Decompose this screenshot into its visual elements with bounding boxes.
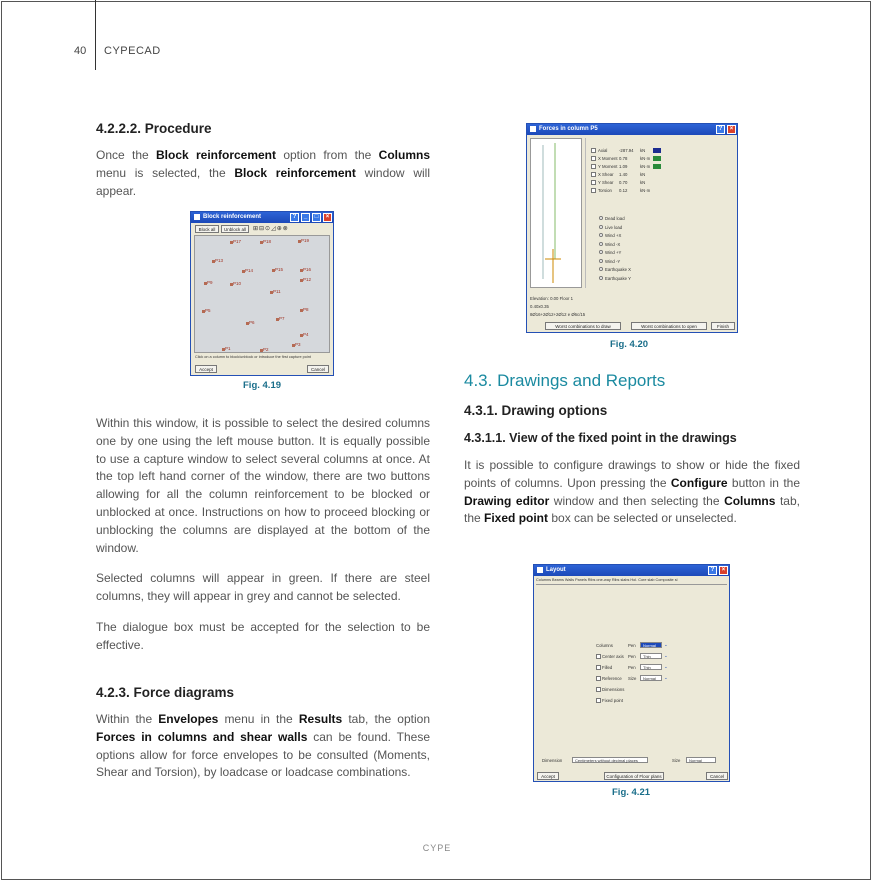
option-checkbox[interactable]	[596, 698, 601, 703]
option-label: Filled	[602, 665, 613, 670]
column-marker[interactable]: P18	[263, 239, 272, 244]
column-marker[interactable]: P12	[303, 277, 312, 282]
column-marker[interactable]: P9	[207, 280, 213, 285]
title-bar	[534, 565, 729, 576]
text-run: button in the	[727, 475, 801, 490]
running-title: CYPECAD	[104, 45, 161, 57]
force-checkbox[interactable]	[591, 148, 596, 153]
drawing-options-heading: 4.3.1. Drawing options	[464, 403, 608, 418]
divider	[585, 138, 586, 288]
text-run: option from the	[276, 148, 379, 162]
text-run: window will appear.	[96, 165, 430, 198]
option-size-label: Pen	[628, 654, 636, 659]
loadcase-radio[interactable]	[599, 276, 603, 280]
force-unit: kN·m	[640, 188, 651, 193]
bold-term: Columns	[724, 493, 776, 508]
option-size-label: Size	[628, 676, 637, 681]
footer-brand: CYPE	[422, 843, 452, 853]
option-size-label: Pen	[628, 665, 636, 670]
worst-combinations-draw-button[interactable]: Worst combinations to draw	[545, 322, 621, 330]
section-info: 0.40x0.35	[530, 304, 549, 309]
procedure-heading: 4.2.2.2. Procedure	[96, 121, 212, 136]
configure-paragraph	[464, 457, 800, 528]
force-diagrams-heading: 4.2.3. Force diagrams	[96, 685, 235, 700]
text-run: menu is selected, the	[96, 165, 235, 180]
column-marker[interactable]: P8	[303, 307, 309, 312]
force-value: 0.78	[619, 156, 628, 161]
dimension-label: Dimension	[542, 758, 563, 763]
app-icon	[530, 126, 536, 132]
bold-term: Block reinforcement	[234, 165, 356, 180]
option-label: Reference	[602, 676, 622, 681]
loadcase-radio[interactable]	[599, 259, 603, 263]
close-icon[interactable]: ×	[323, 213, 332, 222]
columns-canvas[interactable]	[194, 235, 330, 353]
force-checkbox[interactable]	[591, 156, 596, 161]
force-value: 1.40	[619, 172, 628, 177]
configuration-floor-plans-button[interactable]: Configuration of Floor plans	[604, 772, 664, 780]
chevron-down-icon[interactable]: ⌄	[664, 664, 668, 669]
dialog-title: Block reinforcement	[203, 214, 262, 220]
option-checkbox[interactable]	[596, 665, 601, 670]
force-name: X Moment	[598, 156, 618, 161]
force-checkbox[interactable]	[591, 188, 596, 193]
help-icon[interactable]: ?	[716, 125, 725, 134]
text-run: tab, the	[464, 493, 800, 526]
loadcase-label: Wind +Y	[605, 250, 622, 255]
text-run: Selected columns will appear in green. If there are steel columns, they will appear in grey and cannot be selected.	[96, 571, 430, 603]
bold-term: Columns	[378, 148, 430, 162]
force-unit: kN	[640, 148, 646, 153]
app-icon	[194, 214, 200, 220]
column-marker[interactable]: P6	[249, 320, 255, 325]
text-run: tab, the option	[342, 712, 430, 726]
force-unit: kN·m	[640, 156, 651, 161]
force-unit: kN	[640, 172, 646, 177]
text-run: Within the	[96, 712, 159, 726]
unblock-all-button[interactable]: Unblock all	[221, 225, 249, 233]
app-icon	[537, 567, 543, 573]
option-select[interactable]: Thin	[640, 653, 662, 659]
within-window-paragraph	[96, 415, 430, 557]
force-diagrams-paragraph	[96, 711, 430, 782]
bold-term: Drawing editor	[464, 493, 550, 508]
loadcase-label: Wind -Y	[605, 258, 621, 264]
finish-button[interactable]: Finish	[711, 322, 735, 330]
column-marker[interactable]: P7	[279, 316, 285, 321]
force-checkbox[interactable]	[591, 172, 596, 177]
dialog-title: Forces in column P5	[539, 126, 598, 132]
title-bar	[527, 124, 737, 135]
text-run: The dialogue box must be accepted for the selection to be effective.	[96, 620, 430, 652]
drawings-reports-heading: 4.3. Drawings and Reports	[464, 371, 666, 390]
loadcase-radio[interactable]	[599, 267, 603, 271]
option-label: Center axis	[602, 654, 624, 659]
text-run: window and then selecting the	[549, 493, 725, 508]
dialogue-accept-paragraph	[96, 619, 430, 655]
column-marker[interactable]: P15	[275, 267, 284, 272]
option-select[interactable]: Thin	[640, 664, 662, 670]
column-marker[interactable]: P19	[301, 238, 310, 243]
close-icon[interactable]: ×	[727, 125, 736, 134]
tab-divider	[536, 584, 727, 585]
force-name: Torsion	[598, 188, 612, 193]
color-swatch[interactable]	[653, 156, 661, 161]
bold-term: Envelopes	[158, 712, 219, 726]
loadcase-label: Earthquake X	[605, 267, 632, 272]
force-checkbox[interactable]	[591, 164, 596, 169]
text-run: It is possible to configure drawings to show or hide the fixed points of columns. Upon pressing the	[464, 458, 800, 490]
help-icon[interactable]: ?	[290, 213, 299, 222]
column-marker[interactable]: P11	[273, 289, 281, 294]
option-select[interactable]: Normal	[640, 675, 662, 681]
option-size-label: Pen	[628, 643, 636, 648]
force-checkbox[interactable]	[591, 180, 596, 185]
column-marker[interactable]: P13	[215, 258, 224, 263]
force-name: Axial	[598, 148, 608, 153]
maximize-icon[interactable]: □	[312, 213, 321, 222]
header-rule	[95, 0, 96, 70]
accept-button[interactable]: Accept	[537, 772, 559, 780]
block-all-button[interactable]: Block all	[195, 225, 219, 233]
text-run: can be found. These options allow for force envelopes to be consulted (Moments, Shear and Torsion), by loadcase or loadcase combinations.	[96, 729, 431, 780]
help-icon[interactable]: ?	[708, 566, 717, 575]
bold-term: Forces in columns and shear walls	[96, 729, 308, 744]
dialog-title: Layout	[546, 567, 566, 573]
elevation-info: Elevation: 0.00 Floor 1	[530, 296, 573, 301]
fig-4-21-caption: Fig. 4.21	[612, 787, 651, 798]
cancel-button[interactable]: Cancel	[706, 772, 728, 780]
loadcase-radio[interactable]	[599, 233, 603, 237]
zoom-tools-icons[interactable]: ⊞⊟⊙◿⊕⊗	[253, 226, 289, 232]
loadcase-label: Live load	[605, 224, 623, 230]
loadcase-radio[interactable]	[599, 242, 603, 246]
procedure-paragraph	[96, 147, 430, 200]
column-marker[interactable]: P4	[303, 332, 309, 337]
option-label: Fixed point	[602, 698, 624, 703]
option-checkbox[interactable]	[596, 687, 601, 692]
force-value: 0.70	[619, 180, 628, 185]
minimize-icon[interactable]: _	[301, 213, 310, 222]
fig-4-19-caption: Fig. 4.19	[243, 380, 282, 391]
force-value: 0.12	[619, 188, 628, 193]
dimension-select[interactable]: Centimeters without decimal places	[572, 757, 648, 763]
loadcase-label: Earthquake Y	[605, 275, 631, 281]
column-marker[interactable]: P1	[225, 346, 231, 351]
option-checkbox[interactable]	[596, 676, 601, 681]
force-name: Y Moment	[598, 164, 618, 169]
column-marker[interactable]: P2	[263, 347, 269, 352]
title-bar	[191, 212, 333, 223]
color-swatch[interactable]	[653, 164, 661, 169]
bold-term: Configure	[670, 475, 728, 490]
color-swatch[interactable]	[653, 148, 661, 153]
option-checkbox[interactable]	[596, 654, 601, 659]
page-number: 40	[74, 45, 87, 57]
bold-term: Block reinforcement	[156, 148, 277, 162]
loadcase-radio[interactable]	[599, 250, 603, 254]
layout-tabs[interactable]: Columns Beams Walls Panels Ribs one-way Ribs slabs Hol. Core slab Composite sl	[536, 578, 678, 582]
force-value: 1.09	[619, 164, 628, 169]
column-marker[interactable]: P10	[233, 281, 242, 286]
column-marker[interactable]: P17	[233, 239, 242, 244]
force-diagram-canvas	[530, 138, 582, 288]
loadcase-radio[interactable]	[599, 216, 603, 220]
layout-dialog	[533, 564, 730, 782]
force-name: Y Shear	[598, 180, 614, 185]
accept-button[interactable]: Accept	[195, 365, 217, 373]
loadcase-radio[interactable]	[599, 225, 603, 229]
text-run: Within this window, it is possible to select the desired columns one by one using the left mouse button. It is equally possible to use a capture window to select several columns at once. At the top left hand corner of the window, there are two buttons allowing for all the column reinforcement to be blocked or unblocked at once. Instructions on how to proceed blocking or unblocking the columns are displayed at the bottom of the window.	[96, 416, 430, 555]
option-label: Columns	[596, 643, 613, 648]
column-marker[interactable]: P3	[295, 342, 301, 347]
forces-in-column-dialog	[526, 123, 738, 333]
force-unit: kN·m	[640, 164, 651, 169]
chevron-down-icon[interactable]: ⌄	[664, 675, 668, 680]
force-diagram	[531, 139, 581, 287]
chevron-down-icon[interactable]: ⌄	[664, 653, 668, 658]
bold-term: Fixed point	[484, 511, 549, 526]
size-label: Size	[672, 758, 681, 763]
loadcase-label: Wind +X	[605, 233, 622, 238]
option-select[interactable]: Normal	[640, 642, 662, 648]
column-marker[interactable]: P5	[205, 308, 211, 313]
bold-term: Results	[298, 712, 343, 726]
column-marker[interactable]: P16	[303, 267, 312, 272]
force-value: -287.94	[619, 148, 634, 153]
block-reinforcement-dialog	[190, 211, 334, 376]
reinforcement-info: 8Ø16+2Ø12+2Ø12 e Ø6c/15	[530, 312, 586, 317]
loadcase-label: Wind -X	[605, 241, 621, 247]
text-run: box can be selected or unselected.	[548, 511, 737, 526]
loadcase-label: Dead load	[605, 216, 625, 221]
force-unit: kN	[640, 180, 646, 185]
cancel-button[interactable]: Cancel	[307, 365, 329, 373]
text-run: menu in the	[218, 712, 299, 726]
column-marker[interactable]: P14	[245, 268, 254, 273]
close-icon[interactable]: ×	[719, 566, 728, 575]
chevron-down-icon[interactable]: ⌄	[664, 642, 668, 647]
fixed-point-heading: 4.3.1.1. View of the fixed point in the drawings	[464, 431, 737, 445]
force-name: X Shear	[598, 172, 614, 177]
worst-combinations-open-button[interactable]: Worst combinations to open	[631, 322, 707, 330]
selected-columns-paragraph	[96, 570, 430, 606]
option-label: Dimensions	[602, 687, 625, 692]
fig-4-20-caption: Fig. 4.20	[610, 339, 649, 350]
size-select[interactable]: Normal	[686, 757, 716, 763]
instructions-text: Click on a column to block/unblock or introduce the first capture point	[195, 355, 311, 359]
text-run: Once the	[96, 148, 156, 162]
